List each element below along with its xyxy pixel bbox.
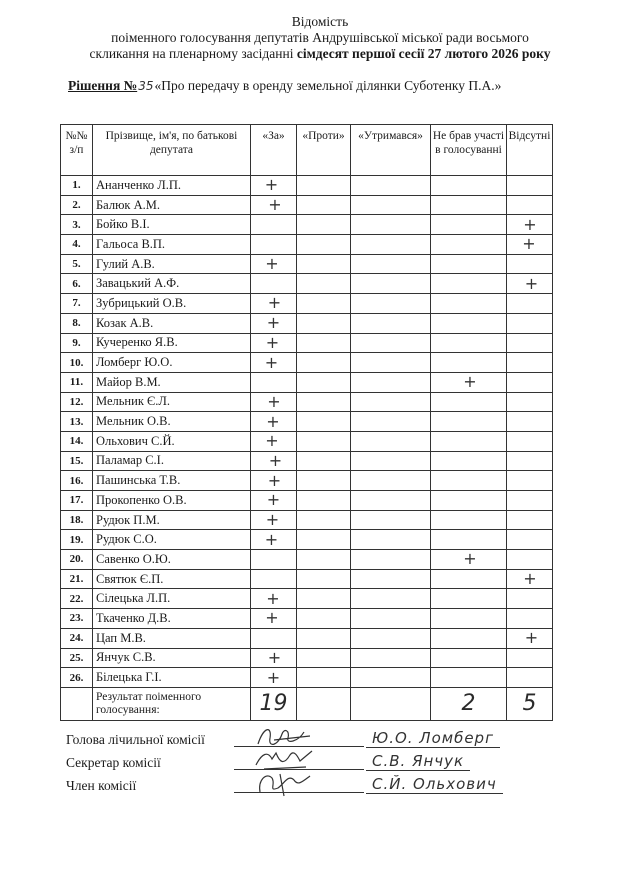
table-row [61, 569, 553, 589]
vote-cell-for: + [251, 313, 297, 333]
vote-cell-against [297, 510, 351, 530]
col-absent-header: Відсутні [507, 125, 553, 176]
vote-cell-against [297, 431, 351, 451]
deputy-name: Святюк Є.П. [93, 569, 251, 589]
vote-cell-for: + [251, 530, 297, 550]
total-against [297, 687, 351, 720]
vote-cell-against [297, 313, 351, 333]
vote-cell-against [297, 589, 351, 609]
col-against-header: «Проти» [297, 125, 351, 176]
vote-cell-for: + [251, 176, 297, 196]
row-number: 19. [61, 530, 93, 550]
vote-rows [61, 176, 553, 688]
vote-cell-against [297, 235, 351, 255]
vote-cell-against [297, 254, 351, 274]
vote-cell-absent: + [507, 235, 553, 255]
vote-cell-against [297, 471, 351, 491]
deputy-name: Прокопенко О.В. [93, 491, 251, 511]
vote-cell-not-voting [431, 392, 507, 412]
vote-cell-abstain [351, 628, 431, 648]
vote-cell-for: + [251, 392, 297, 412]
decision-number: 35 [138, 79, 154, 93]
vote-cell-for: + [251, 589, 297, 609]
vote-cell-abstain [351, 333, 431, 353]
doc-session-line [40, 46, 600, 62]
table-row [61, 215, 553, 235]
vote-cell-absent [507, 510, 553, 530]
deputy-name: Янчук С.В. [93, 648, 251, 668]
row-number: 8. [61, 313, 93, 333]
row-number: 3. [61, 215, 93, 235]
vote-cell-not-voting: + [431, 372, 507, 392]
col-name-header: Прізвище, ім'я, по батькові депутата [93, 125, 251, 176]
vote-cell-against [297, 294, 351, 314]
vote-cell-not-voting [431, 294, 507, 314]
vote-cell-abstain [351, 589, 431, 609]
row-number: 5. [61, 254, 93, 274]
vote-cell-for: + [251, 333, 297, 353]
deputy-name: Зубрицький О.В. [93, 294, 251, 314]
deputy-name: Ломберг Ю.О. [93, 353, 251, 373]
row-number: 2. [61, 195, 93, 215]
vote-cell-absent [507, 254, 553, 274]
vote-cell-not-voting [431, 491, 507, 511]
row-number: 16. [61, 471, 93, 491]
vote-cell-for: + [251, 471, 297, 491]
vote-cell-against [297, 412, 351, 432]
vote-cell-for: + [251, 510, 297, 530]
vote-cell-abstain [351, 609, 431, 629]
decision-label: Рішення № [68, 78, 138, 93]
decision-title: «Про передачу в оренду земельної ділянки Суботенку П.А.» [154, 78, 502, 93]
vote-cell-absent [507, 609, 553, 629]
deputy-name: Кучеренко Я.В. [93, 333, 251, 353]
signature-role: Секретар комісії [66, 755, 161, 770]
total-abstain [351, 687, 431, 720]
vote-cell-absent [507, 294, 553, 314]
row-number: 14. [61, 431, 93, 451]
signature-row [66, 752, 606, 778]
row-number: 4. [61, 235, 93, 255]
signature-block [66, 729, 606, 801]
vote-cell-not-voting [431, 471, 507, 491]
vote-cell-absent [507, 412, 553, 432]
vote-cell-not-voting [431, 215, 507, 235]
deputy-name: Мельник О.В. [93, 412, 251, 432]
vote-cell-abstain [351, 530, 431, 550]
vote-cell-abstain [351, 569, 431, 589]
table-row [61, 628, 553, 648]
total-for: 19 [251, 687, 297, 720]
vote-cell-abstain [351, 235, 431, 255]
row-number: 25. [61, 648, 93, 668]
deputy-name: Ткаченко Д.В. [93, 609, 251, 629]
vote-cell-not-voting [431, 510, 507, 530]
vote-cell-absent [507, 431, 553, 451]
vote-cell-not-voting [431, 431, 507, 451]
vote-cell-absent: + [507, 274, 553, 294]
vote-cell-absent [507, 392, 553, 412]
deputy-name: Козак А.В. [93, 313, 251, 333]
vote-cell-abstain [351, 471, 431, 491]
table-row [61, 294, 553, 314]
vote-cell-against [297, 372, 351, 392]
vote-cell-for [251, 372, 297, 392]
vote-cell-not-voting [431, 569, 507, 589]
vote-cell-for: + [251, 294, 297, 314]
signature-role: Голова лічильної комісії [66, 732, 205, 747]
vote-cell-not-voting [431, 648, 507, 668]
row-number: 15. [61, 451, 93, 471]
vote-cell-not-voting [431, 254, 507, 274]
vote-cell-absent [507, 491, 553, 511]
table-row [61, 254, 553, 274]
table-row [61, 451, 553, 471]
vote-cell-for [251, 628, 297, 648]
deputy-name: Білецька Г.І. [93, 668, 251, 688]
vote-cell-absent [507, 530, 553, 550]
vote-cell-not-voting [431, 274, 507, 294]
vote-cell-for: + [251, 431, 297, 451]
vote-cell-not-voting [431, 333, 507, 353]
row-number: 11. [61, 372, 93, 392]
table-row [61, 176, 553, 196]
vote-cell-not-voting [431, 589, 507, 609]
vote-cell-not-voting [431, 451, 507, 471]
row-number: 17. [61, 491, 93, 511]
vote-cell-absent [507, 313, 553, 333]
vote-cell-abstain [351, 294, 431, 314]
vote-cell-not-voting [431, 668, 507, 688]
vote-cell-against [297, 550, 351, 570]
vote-cell-absent [507, 176, 553, 196]
deputy-name: Савенко О.Ю. [93, 550, 251, 570]
signature-row [66, 775, 606, 801]
vote-cell-against [297, 176, 351, 196]
vote-cell-for [251, 274, 297, 294]
vote-cell-abstain [351, 510, 431, 530]
col-not-voting-header: Не брав участі в голосуванні [431, 125, 507, 176]
vote-cell-for [251, 235, 297, 255]
vote-cell-not-voting [431, 609, 507, 629]
table-row [61, 412, 553, 432]
col-for-header: «За» [251, 125, 297, 176]
row-number: 22. [61, 589, 93, 609]
table-row [61, 530, 553, 550]
vote-cell-abstain [351, 254, 431, 274]
vote-cell-against [297, 569, 351, 589]
vote-cell-not-voting [431, 530, 507, 550]
vote-cell-for: + [251, 648, 297, 668]
table-row [61, 392, 553, 412]
vote-cell-against [297, 333, 351, 353]
vote-cell-for: + [251, 668, 297, 688]
table-row [61, 431, 553, 451]
vote-cell-not-voting [431, 176, 507, 196]
vote-cell-not-voting [431, 313, 507, 333]
vote-cell-against [297, 628, 351, 648]
vote-cell-absent [507, 451, 553, 471]
col-num-header: №№ з/п [61, 125, 93, 176]
vote-cell-absent [507, 589, 553, 609]
vote-cell-abstain [351, 176, 431, 196]
vote-cell-abstain [351, 412, 431, 432]
session-prefix: скликання на пленарному засіданні [89, 46, 297, 61]
vote-cell-not-voting [431, 235, 507, 255]
vote-cell-absent [507, 372, 553, 392]
signatory-name: С.Й. Ольхович [366, 775, 503, 794]
vote-cell-against [297, 530, 351, 550]
deputy-name: Майор В.М. [93, 372, 251, 392]
table-row [61, 491, 553, 511]
vote-cell-abstain [351, 274, 431, 294]
table-row [61, 274, 553, 294]
deputy-name: Цап М.В. [93, 628, 251, 648]
table-row [61, 668, 553, 688]
row-number: 10. [61, 353, 93, 373]
result-label: Результат поіменного голосування: [93, 687, 251, 720]
vote-cell-not-voting [431, 628, 507, 648]
vote-cell-not-voting [431, 412, 507, 432]
row-number: 24. [61, 628, 93, 648]
vote-cell-against [297, 274, 351, 294]
vote-cell-not-voting [431, 353, 507, 373]
vote-cell-for: + [251, 254, 297, 274]
vote-cell-abstain [351, 195, 431, 215]
total-not-voting: 2 [431, 687, 507, 720]
vote-cell-absent [507, 648, 553, 668]
table-row [61, 195, 553, 215]
deputy-name: Завацький А.Ф. [93, 274, 251, 294]
vote-cell-for: + [251, 451, 297, 471]
doc-title: Відомість [291, 14, 349, 29]
table-row [61, 510, 553, 530]
table-row [61, 313, 553, 333]
signature-row [66, 729, 606, 755]
total-absent: 5 [507, 687, 553, 720]
row-number: 23. [61, 609, 93, 629]
vote-cell-absent [507, 550, 553, 570]
deputy-name: Паламар С.І. [93, 451, 251, 471]
vote-cell-for [251, 215, 297, 235]
table-row [61, 235, 553, 255]
row-number: 13. [61, 412, 93, 432]
row-number: 21. [61, 569, 93, 589]
table-row [61, 550, 553, 570]
vote-cell-for: + [251, 412, 297, 432]
row-number: 9. [61, 333, 93, 353]
deputy-name: Мельник Є.Л. [93, 392, 251, 412]
table-row [61, 609, 553, 629]
vote-cell-absent [507, 353, 553, 373]
row-number: 26. [61, 668, 93, 688]
col-abstain-header: «Утримався» [351, 125, 431, 176]
row-number: 1. [61, 176, 93, 196]
vote-cell-abstain [351, 491, 431, 511]
vote-cell-against [297, 609, 351, 629]
deputy-name: Пашинська Т.В. [93, 471, 251, 491]
vote-cell-absent: + [507, 628, 553, 648]
vote-cell-against [297, 353, 351, 373]
vote-cell-against [297, 491, 351, 511]
deputy-name: Гулий А.В. [93, 254, 251, 274]
vote-cell-abstain [351, 431, 431, 451]
row-number: 18. [61, 510, 93, 530]
vote-cell-against [297, 451, 351, 471]
vote-cell-absent: + [507, 569, 553, 589]
row-number: 6. [61, 274, 93, 294]
vote-cell-abstain [351, 372, 431, 392]
vote-cell-not-voting: + [431, 550, 507, 570]
result-row [61, 687, 553, 720]
vote-cell-absent: + [507, 215, 553, 235]
vote-cell-abstain [351, 550, 431, 570]
vote-cell-abstain [351, 668, 431, 688]
row-number: 12. [61, 392, 93, 412]
vote-cell-abstain [351, 353, 431, 373]
handwritten-signature-icon [254, 770, 314, 798]
vote-cell-against [297, 668, 351, 688]
deputy-name: Гальоса В.П. [93, 235, 251, 255]
table-row [61, 333, 553, 353]
deputy-name: Ананченко Л.П. [93, 176, 251, 196]
deputy-name: Балюк А.М. [93, 195, 251, 215]
vote-cell-absent [507, 195, 553, 215]
vote-cell-against [297, 215, 351, 235]
signatory-name: С.В. Янчук [366, 752, 470, 771]
deputy-name: Сілецька Л.П. [93, 589, 251, 609]
result-spacer [61, 687, 93, 720]
row-number: 20. [61, 550, 93, 570]
vote-cell-for: + [251, 609, 297, 629]
table-row [61, 648, 553, 668]
doc-subtitle: поіменного голосування депутатів Андрушівської міської ради восьмого [111, 30, 529, 45]
vote-cell-abstain [351, 392, 431, 412]
vote-cell-for: + [251, 491, 297, 511]
vote-cell-against [297, 195, 351, 215]
vote-cell-absent [507, 668, 553, 688]
signature-role: Член комісії [66, 778, 137, 793]
deputy-name: Ольхович С.Й. [93, 431, 251, 451]
deputy-name: Бойко В.І. [93, 215, 251, 235]
document-header [40, 14, 600, 62]
deputy-name: Рудюк П.М. [93, 510, 251, 530]
table-row [61, 471, 553, 491]
vote-cell-abstain [351, 451, 431, 471]
row-number: 7. [61, 294, 93, 314]
vote-cell-abstain [351, 648, 431, 668]
vote-cell-for: + [251, 195, 297, 215]
vote-cell-not-voting [431, 195, 507, 215]
vote-cell-absent [507, 333, 553, 353]
vote-cell-for [251, 550, 297, 570]
vote-cell-abstain [351, 215, 431, 235]
table-row [61, 372, 553, 392]
vote-cell-for: + [251, 353, 297, 373]
vote-cell-for [251, 569, 297, 589]
session-date: сімдесят першої сесії 27 лютого 2026 року [296, 46, 551, 61]
decision-line [68, 78, 608, 94]
table-row [61, 353, 553, 373]
vote-cell-against [297, 392, 351, 412]
vote-cell-against [297, 648, 351, 668]
signatory-name: Ю.О. Ломберг [366, 729, 500, 748]
vote-cell-absent [507, 471, 553, 491]
table-row [61, 589, 553, 609]
deputy-name: Рудюк С.О. [93, 530, 251, 550]
vote-table [60, 124, 553, 721]
vote-cell-abstain [351, 313, 431, 333]
